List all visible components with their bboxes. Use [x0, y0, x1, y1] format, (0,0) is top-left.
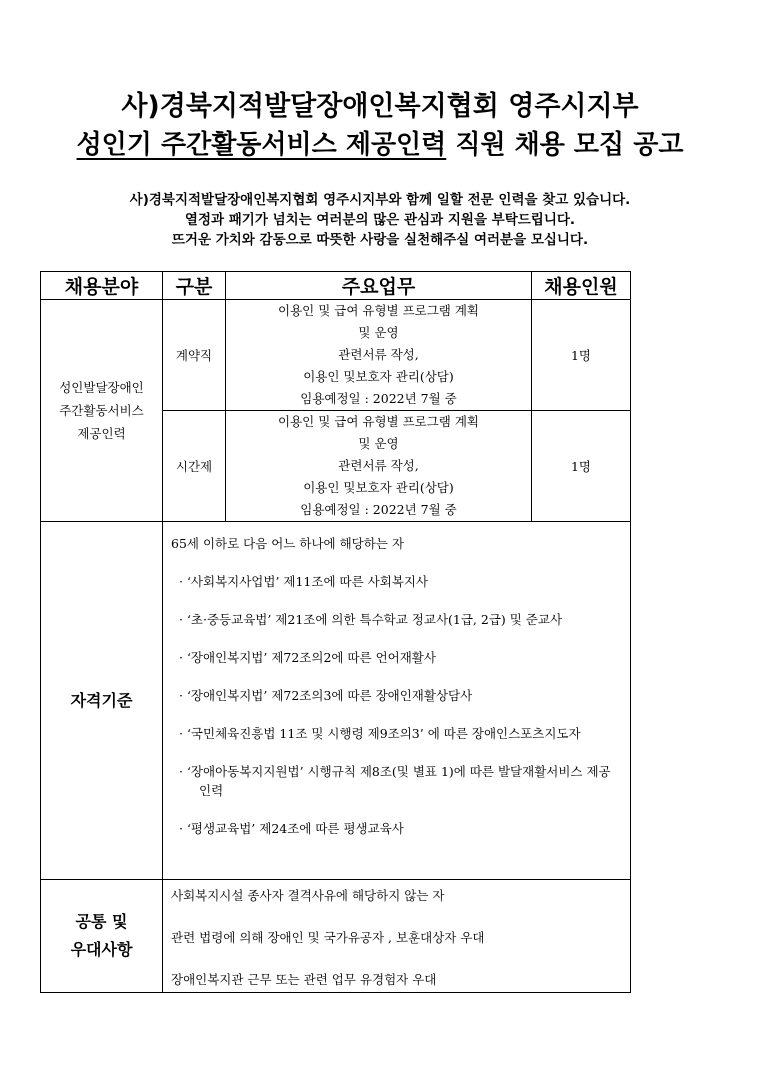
qualification-item: · ‘장애인복지법’ 제72조의2에 따른 언어재활사: [179, 650, 436, 665]
qualification-content: [163, 522, 631, 880]
duty-line: 및 운영: [358, 436, 399, 451]
common-label-line: 공통 및: [75, 912, 128, 931]
qualification-item: · ‘평생교육법’ 제24조에 따른 평생교육사: [179, 821, 404, 836]
duty-line: 이용인 및 급여 유형별 프로그램 계획: [278, 303, 479, 318]
field-cell: [41, 300, 163, 522]
qualification-item: · ‘사회복지사업법’ 제11조에 따른 사회복지사: [179, 574, 428, 589]
qualification-intro: 65세 이하로 다음 어느 하나에 해당하는 자: [171, 536, 404, 551]
recruitment-table: [40, 271, 631, 993]
duty-line: 임용예정일 : 2022년 7월 중: [300, 391, 457, 406]
table-row: [41, 300, 631, 411]
field-label-line: 제공인력: [77, 426, 126, 441]
count-cell: 1명: [532, 411, 631, 522]
qualification-item: · ‘장애인복지법’ 제72조의3에 따른 장애인재활상담사: [179, 688, 473, 703]
subtitle-underlined: 성인기 주간활동서비스 제공인력: [76, 130, 447, 160]
duties-cell: [226, 411, 532, 522]
common-item: 관련 법령에 의해 장애인 및 국가유공자 , 보훈대상자 우대: [171, 930, 485, 945]
common-row: [41, 880, 631, 993]
common-item: 사회복지시설 종사자 결격사유에 해당하지 않는 자: [171, 888, 445, 903]
common-item: 장애인복지관 근무 또는 관련 업무 유경험자 우대: [171, 972, 437, 987]
duty-line: 관련서류 작성,: [338, 347, 419, 362]
common-content: [163, 880, 631, 993]
field-label-line: 주간활동서비스: [59, 403, 144, 418]
header-field: 채용분야: [41, 272, 163, 300]
duty-line: 및 운영: [358, 325, 399, 340]
common-label-line: 우대사항: [70, 940, 133, 959]
intro-line: 뜨거운 가치와 감동으로 따뜻한 사랑을 실천해주실 여러분을 모십니다.: [171, 232, 589, 248]
common-label: [41, 880, 163, 993]
qualification-item: · ‘장애아동복지지원법’ 시행규칙 제8조(및 별표 1)에 따른 발달재활서비스 제공인력: [179, 764, 611, 798]
qualification-item: · ‘국민체육진흥법 11조 및 시행령 제9조의3’ 에 따른 장애인스포츠지도자: [179, 726, 581, 741]
table-header-row: [41, 272, 631, 300]
qualification-item: · ‘초·중등교육법’ 제21조에 의한 특수학교 정교사(1급, 2급) 및 준교사: [179, 612, 563, 627]
type-cell: 계약직: [163, 300, 226, 411]
page-title: 사)경북지적발달장애인복지협회 영주시지부: [121, 91, 639, 122]
duty-line: 이용인 및 급여 유형별 프로그램 계획: [278, 414, 479, 429]
duty-line: 임용예정일 : 2022년 7월 중: [300, 502, 457, 517]
intro-line: 열정과 패기가 넘치는 여러분의 많은 관심과 지원을 부탁드립니다.: [184, 212, 576, 228]
subtitle-rest: 직원 채용 모집 공고: [446, 130, 684, 160]
header-type: 구분: [163, 272, 226, 300]
duties-cell: [226, 300, 532, 411]
header-duties: 주요업무: [226, 272, 532, 300]
page-subtitle: [0, 124, 760, 161]
duty-line: 이용인 및보호자 관리(상담): [303, 480, 454, 495]
intro-line: 사)경북지적발달장애인복지협회 영주시지부와 함께 일할 전문 인력을 찾고 있습니다.: [129, 192, 631, 208]
qualification-label: 자격기준: [41, 522, 163, 880]
count-cell: 1명: [532, 300, 631, 411]
duty-line: 관련서류 작성,: [338, 458, 419, 473]
header-count: 채용인원: [532, 272, 631, 300]
field-label-line: 성인발달장애인: [59, 380, 144, 395]
type-cell: 시간제: [163, 411, 226, 522]
intro-text: [0, 190, 760, 250]
duty-line: 이용인 및보호자 관리(상담): [303, 369, 454, 384]
qualification-row: [41, 522, 631, 880]
